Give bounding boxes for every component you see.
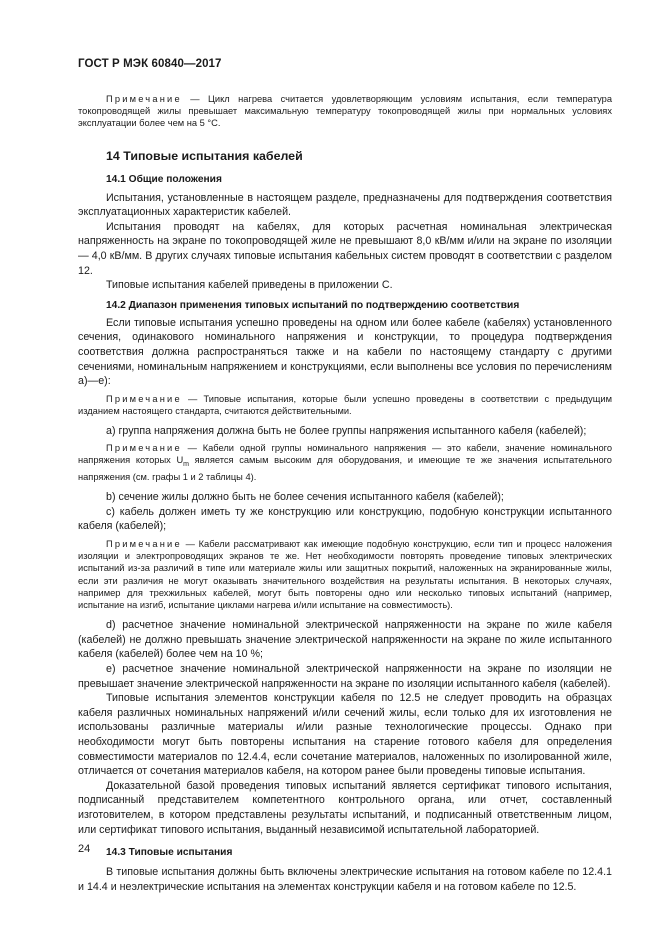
document-body	[78, 90, 612, 894]
note-voltage-group: Примечание — Кабели одной группы номинального напряжения — это кабели, значение номинального напряжения которых $U_m$ является самым высоким для оборудования, и имеющие те же значения испытательного напряжения (см. графы 1 и 2 таблицы 4).	[78, 442, 612, 482]
note-heating-cycle: Примечание — Цикл нагрева считается удовлетворяющим условиям испытания, если температура токопроводящей жилы превышает максимальную температуру токопроводящей жилы при нормальных условиях эксплуатации более чем на 5 °C.	[78, 94, 612, 129]
list-item-e: е) расчетное значение номинальной электрической напряженности на экране по изоляции не превышает значение электрической напряженности на экране по изоляции испытанного кабеля (кабелей).	[78, 662, 612, 690]
note-similar-construction: Примечание — Кабели рассматривают как имеющие подобную конструкцию, если тип и процесс наложения изоляции и электропроводящих экранов те же. Нет необходимости повторять проведение типовых электрических испытаний из-за различий в типе или материале жилы или защитных покрытий, наложенных на экранированные жилы, если эти различия не могут оказывать значительного воздействия на результаты испытания. В некоторых случаях, например для трехжильных кабелей, могут быть повторены одно или несколько типовых испытаний (например, испытание на изгиб, испытание циклами нагрева и/или испытание на совместимость).	[78, 538, 612, 610]
paragraph: Испытания проводят на кабелях, для которых расчетная номинальная электрическая напряженность на экране по токопроводящей жиле не превышают 8,0 кВ/мм и/или на экране по изоляции — 4,0 кВ/мм. В других случаях типовые испытания кабельных систем проводят в соответствии с разделом 12.	[78, 220, 612, 277]
list-item-c: с) кабель должен иметь ту же конструкцию или конструкцию, подобную конструкции испытанного кабеля (кабелей);	[78, 505, 612, 533]
note-label: Примечание	[106, 393, 182, 404]
section-14-3-title: 14.3 Типовые испытания	[106, 847, 233, 859]
note-label: Примечание	[106, 94, 182, 104]
standard-header: ГОСТ Р МЭК 60840—2017	[78, 58, 222, 70]
note-label: Примечание	[106, 442, 182, 453]
list-item-b: b) сечение жилы должно быть не более сечения испытанного кабеля (кабелей);	[106, 491, 504, 504]
page-number: 24	[78, 843, 91, 855]
paragraph: Доказательной базой проведения типовых испытаний является сертификат типового испытания, подписанный представителем компетентного контрольного органа, или отчет, составленный изготовителем, в котором представлены результаты испытаний, и подписанный ответственным лицом, или сертификат типового испытания, выданный независимой испытательной лабораторией.	[78, 779, 612, 836]
note-previous-edition: Примечание — Типовые испытания, которые были успешно проведены в соответствии с предыдущим изданием настоящего стандарта, считаются действительными.	[78, 393, 612, 416]
note-label: Примечание	[106, 538, 182, 549]
section-14-title: 14 Типовые испытания кабелей	[106, 148, 303, 163]
list-item-d: d) расчетное значение номинальной электрической напряженности на экране по жиле кабеля (кабелей) не должно превышать значение электрической напряженности на экране по жиле испытанного кабеля (кабелей) более чем на 10 %;	[78, 619, 612, 661]
section-14-1-title: 14.1 Общие положения	[106, 173, 222, 185]
paragraph: Испытания, установленные в настоящем разделе, предназначены для подтверждения соответствия эксплуатационных характеристик кабелей.	[78, 191, 612, 219]
list-item-a: а) группа напряжения должна быть не более группы напряжения испытанного кабеля (кабелей);	[106, 425, 587, 438]
paragraph: Типовые испытания элементов конструкции кабеля по 12.5 не следует проводить на образцах кабеля различных номинальных напряжений и/или сечений жилы, если только для их изготовления не использованы различные материалы и/или разные технологические процессы. Однако при необходимости могут быть повторены испытания на старение готового кабеля для определения совместимости материалов по 12.4.4, если сочетание материалов, наложенных по изолированной жиле, отличается от сочетания материалов кабеля, на котором ранее были проведены типовые испытания.	[78, 692, 612, 778]
paragraph: В типовые испытания должны быть включены электрические испытания на готовом кабеле по 12.4.1 и 14.4 и неэлектрические испытания на элементах конструкции кабеля и на готовом кабеле по 12.5.	[78, 866, 612, 893]
paragraph: Типовые испытания кабелей приведены в приложении С.	[106, 279, 393, 292]
paragraph: Если типовые испытания успешно проведены на одном или более кабеле (кабелях) установленного сечения, одинакового номинального напряжения и конструкции, то процедура подтверждения соответствия должна распространяться также и на кабели по настоящему стандарту с другими сечениями, номинальным напряжением и конструкциями, если выполнены все условия по перечислениям а)—е):	[78, 316, 612, 388]
section-14-2-title: 14.2 Диапазон применения типовых испытаний по подтверждению соответствия	[106, 299, 520, 311]
